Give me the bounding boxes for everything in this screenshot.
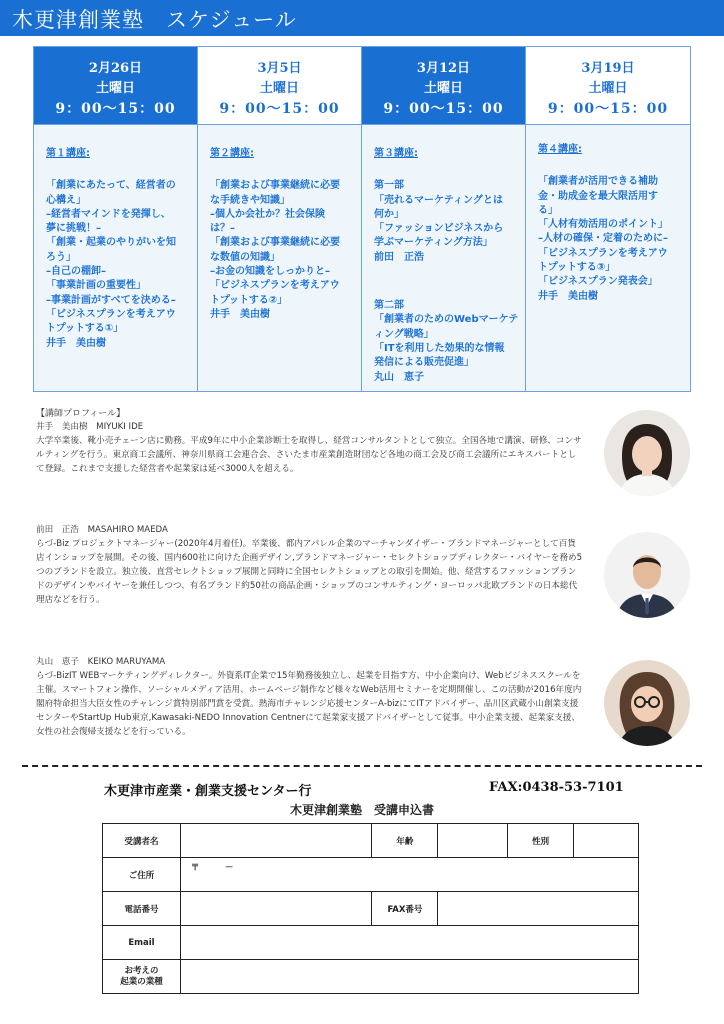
schedule-column-3 [362,47,526,391]
lecture-line: 発信による販売促進」 [374,357,474,369]
lecture-line: 夢に挑戦！– [46,223,101,235]
schedule-body [526,125,690,391]
lecture-line: 何か」 [374,208,404,220]
lecture-line: 心構え」 [46,194,86,206]
lecture-line: –経営者マインドを発揮し、 [46,208,171,220]
weekday-label: 土曜日 [423,81,463,96]
name-label: 受講者名 [103,824,181,858]
lecture-line: 「ビジネスプランを考えアウ [46,308,176,320]
profile-name: 前田 正浩 MASAHIRO MAEDA [36,525,168,535]
profile-bio: らづ-Biz プロジェクトマネージャー(2020年4月着任)。卒業後、都内アパレル企業のマーチャンダイザー・ブランドマネージャーとして百貨店インショップを展開。その後、国内600社に向けた企画デザイン,ブランドマネージャー・セレクトショップディレクター・バイヤーを務め5つのブランドを設立。独立後、直営セレクトショップ展開と同時に全国セレクトショップとの取引を開始。他、経営するファッションブランドのデザインやバイヤーを兼任しつつ、有名ブランド約50社の商品企画・ショップのコンサルティング・ヨーロッパ北欧ブランドの日本総代理店などを行う。 [36,539,583,605]
title-bar [0,0,724,36]
lecture-line: 「創業者が活用できる補助 [538,176,658,188]
lecture-label: 第３講座: [374,148,418,159]
date-label: 2月26日 [88,61,143,76]
lecture-label: 第４講座: [538,144,582,155]
profile-bio: らづ-BizIT WEBマーケティングディレクター。外資系IT企業で15年勤務後独立し、起業を目指す方、中小企業向け、Webビジネススクールを主催。スマートフォン操作、ソーシャルメディア活用、ホームページ制作など様々なWeb活用セミナーを定期開催し、この活動が2016年度内閣府特命担当大臣女性のチャレンジ賞特別部門賞を受賞。熱海市チャレンジ応援センターA-bizにてITアドバイザー、品川区武蔵小山創業支援センターやStartUp Hub東京,Kawasaki-NEDO Innovation Centnerにて起業家支援アドバイザーとして従事。中小企業支援、起業家支援、女性の社会復帰支援などを行っている。 [36,671,582,737]
postal-prefix: 〒 － [190,863,234,873]
avatar-maeda [604,532,690,618]
time-label: 9：00〜15：00 [383,101,504,117]
profile-name: 丸山 恵子 KEIKO MARUYAMA [36,657,166,667]
lecture-line: 「売れるマーケティングとは [374,194,503,206]
profile-bio: 大学卒業後、靴小売チェーン店に勤務。平成9年に中小企業診断士を取得し、経営コンサルタントとして独立。全国各地で講演、研修、コンサルティングを行う。東京商工会議所、神奈川県商工会連合会、さいたま市産業創造財団など各地の商工会及び商工会議所にエキスパートとして登録。これまで支援した経営者や起業家は延べ3000人を超える。 [36,436,582,474]
lecture-label: 第１講座: [46,148,90,159]
lecture-line: 「ビジネスプラン発表会」 [538,276,658,288]
fax-number: FAX:0438-53-7101 [489,780,624,795]
date-label: 3月5日 [257,61,302,76]
part-label: 第一部 [374,180,404,192]
fax-label: FAX番号 [372,892,438,926]
business-field[interactable] [180,960,638,994]
lecture-line: 「ビジネスプランを考えアウ [210,280,340,292]
schedule-body [198,125,361,391]
profile-maruyama [36,655,584,739]
lecture-line: –個人か会社か？社会保険 [210,208,325,220]
lecture-line: な手続きや知識」 [210,194,290,206]
lecture-line: な数値の知識」 [210,251,280,263]
lecture-line: トプットする①」 [46,323,124,335]
instructor-name: 井手 美由樹 [210,308,270,320]
lecture-line: 「事業計画の重要性」 [46,280,146,292]
lecture-line: ろう」 [46,251,76,263]
lecture-line: 「ビジネスプランを考えアウ [538,247,668,259]
phone-field[interactable] [180,892,372,926]
part-label: 第二部 [374,300,404,312]
lecture-line: 「創業および事業継続に必要 [210,180,340,192]
lecture-line: 「創業および事業継続に必要 [210,237,340,249]
lecture-label: 第２講座: [210,148,254,159]
lecture-line: –自己の棚卸– [46,266,106,278]
age-label: 年齢 [372,824,438,858]
profile-heading: 【講師プロフィール】 [36,409,126,419]
instructor-name: 井手 美由樹 [538,290,598,302]
lecture-line: トプットする③」 [538,262,616,274]
profile-ide [36,420,584,476]
time-label: 9：00〜15：00 [547,101,669,117]
business-label-line2: 起業の業種 [120,976,163,987]
lecture-line: 「ファッションビジネスから [374,223,504,235]
schedule-body [362,125,525,391]
form-title: 木更津創業塾 受講申込書 [289,803,434,817]
page-title: 木更津創業塾 スケジュール [12,8,297,32]
instructor-name: 丸山 恵子 [374,371,424,383]
business-label [103,960,181,994]
business-label-line1: お考えの [124,965,159,976]
time-label: 9：00〜15：00 [219,101,340,117]
lecture-line: –お金の知識をしっかりと– [210,266,330,278]
weekday-label: 土曜日 [588,81,628,96]
profile-name: 井手 美由樹 MIYUKI IDE [36,422,144,432]
instructor-name: 井手 美由樹 [46,337,106,349]
age-field[interactable] [438,824,508,858]
gender-label: 性別 [508,824,574,858]
email-label: Email [103,926,181,960]
lecture-line: 金・助成金を最大限活用す [538,190,658,202]
application-form [102,823,639,994]
avatar-maruyama [604,660,690,746]
name-field[interactable] [180,824,372,858]
gender-field[interactable] [574,824,639,858]
lecture-line: 「創業・起業のやりがいを知 [46,237,176,249]
lecture-line: 「創業にあたって、経営者の [46,180,176,192]
weekday-label: 土曜日 [95,81,135,96]
email-field[interactable] [180,926,638,960]
address-field[interactable] [180,858,638,892]
weekday-label: 土曜日 [259,81,299,96]
fax-field[interactable] [438,892,639,926]
lecture-line: る」 [538,204,558,216]
lecture-line: 「人材有効活用のポイント」 [538,219,668,231]
time-label: 9：00〜15：00 [55,101,176,117]
schedule-column-1 [34,47,198,391]
instructor-name: 前田 正浩 [374,251,424,263]
lecture-line: は？– [210,223,235,235]
schedule-column-2 [198,47,362,391]
date-label: 3月19日 [581,61,635,76]
profile-maeda [36,523,584,607]
schedule-header [362,47,525,125]
lecture-line: 「ITを利用した効果的な情報 [374,342,505,354]
schedule-header [526,47,690,125]
date-label: 3月12日 [416,61,471,76]
cut-line [22,765,702,767]
lecture-line: 「創業者のためのWebマーケテ [374,314,519,326]
phone-label: 電話番号 [103,892,181,926]
schedule-table [33,46,691,392]
lecture-line: –人材の確保・定着のために– [538,233,668,245]
schedule-body [34,125,197,391]
address-label: ご住所 [103,858,181,892]
lecture-line: –事業計画がすべてを決める– [46,294,176,306]
lecture-line: 学ぶマーケティング方法」 [374,237,493,249]
avatar-ide [604,410,690,496]
recipient-label: 木更津市産業・創業支援センター行 [104,784,312,799]
schedule-column-4 [526,47,690,391]
schedule-header [34,47,197,125]
lecture-line: トプットする②」 [210,294,288,306]
lecture-line: ィング戦略」 [374,328,434,340]
schedule-header [198,47,361,125]
